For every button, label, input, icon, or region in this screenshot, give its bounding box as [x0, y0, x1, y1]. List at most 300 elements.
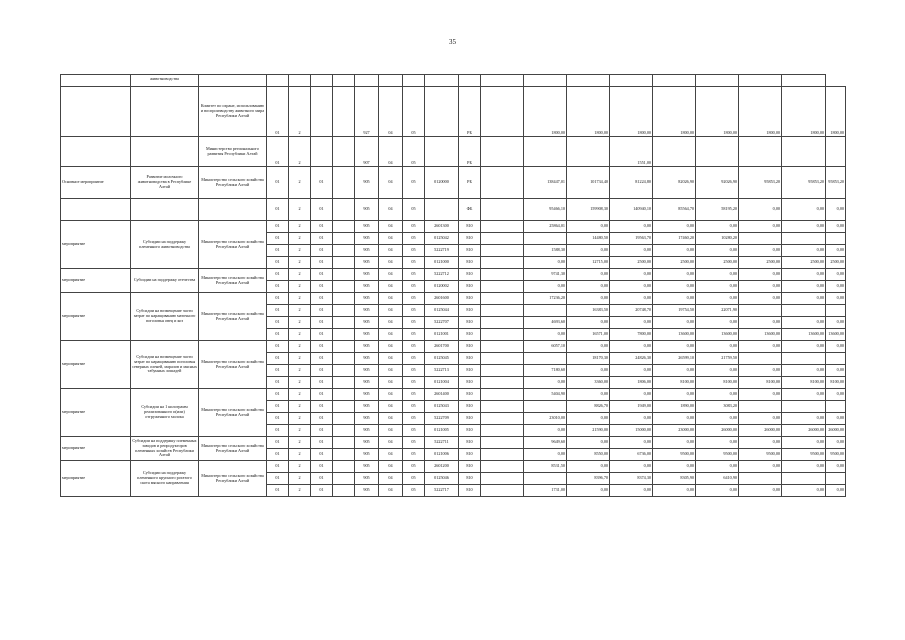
code-cell: 04	[379, 305, 403, 317]
code-cell: 905	[355, 257, 379, 269]
spacer-cell	[481, 199, 524, 221]
code-cell: 04	[379, 87, 403, 137]
code-cell: 05	[403, 257, 425, 269]
code-cell: 01	[311, 281, 333, 293]
code-cell: 05	[403, 473, 425, 485]
value-cell: 0,00	[782, 437, 826, 449]
code-cell: 2	[289, 167, 311, 199]
value-cell: 0,00	[524, 377, 567, 389]
code-cell	[333, 257, 355, 269]
code-cell: 2	[289, 221, 311, 233]
table-row	[61, 293, 846, 305]
code-cell: 0125043	[425, 401, 459, 413]
code-cell: 905	[355, 353, 379, 365]
code-cell: 905	[355, 281, 379, 293]
value-cell: 0,00	[696, 293, 739, 305]
code-cell: 810	[459, 437, 481, 449]
value-cell: 0,00	[826, 269, 846, 281]
table-row	[61, 461, 846, 473]
code-cell: 01	[311, 401, 333, 413]
value-cell	[524, 233, 567, 245]
blank-cell	[199, 75, 267, 87]
code-cell: 810	[459, 257, 481, 269]
value-cell: 15000,00	[610, 425, 653, 437]
value-cell: 101734,40	[567, 167, 610, 199]
value-cell: 92026,90	[696, 167, 739, 199]
spacer-cell	[481, 401, 524, 413]
code-cell: 05	[403, 365, 425, 377]
measure-name-cell: Субсидии на поддержку племенного животноводства	[131, 221, 199, 269]
row-type-cell: мероприятие	[61, 221, 131, 269]
code-cell: 905	[355, 293, 379, 305]
executor-cell: Министерство сельского хозяйства Республики Алтай	[199, 221, 267, 269]
value-cell: 0,00	[567, 269, 610, 281]
value-cell	[739, 473, 782, 485]
value-cell: 0,00	[739, 317, 782, 329]
code-cell: 01	[311, 317, 333, 329]
code-cell: 01	[267, 389, 289, 401]
spacer-cell	[481, 353, 524, 365]
value-cell: 7800,00	[610, 329, 653, 341]
code-cell	[333, 245, 355, 257]
code-cell: 04	[379, 425, 403, 437]
code-cell: 810	[459, 305, 481, 317]
code-cell	[333, 389, 355, 401]
value-cell	[739, 305, 782, 317]
code-cell: 04	[379, 199, 403, 221]
value-cell: 0,00	[610, 365, 653, 377]
code-cell: 04	[379, 329, 403, 341]
row-type-cell: мероприятие	[61, 293, 131, 341]
code-cell: 05	[403, 329, 425, 341]
value-cell	[826, 473, 846, 485]
cut-text: животноводства	[150, 76, 179, 82]
code-cell: 05	[403, 305, 425, 317]
code-cell: 04	[379, 389, 403, 401]
spacer-cell	[481, 233, 524, 245]
code-cell: 905	[355, 473, 379, 485]
code-cell: 905	[355, 221, 379, 233]
value-cell: 16571,00	[567, 329, 610, 341]
value-cell	[524, 353, 567, 365]
executor-cell: Министерство сельского хозяйства Республики Алтай	[199, 437, 267, 461]
code-cell: 905	[355, 449, 379, 461]
code-cell	[333, 425, 355, 437]
value-cell: 13600,00	[653, 329, 696, 341]
value-cell: 17460,20	[653, 233, 696, 245]
code-cell: 0125044	[425, 305, 459, 317]
value-cell: 0,00	[826, 245, 846, 257]
value-cell: 0,00	[739, 293, 782, 305]
code-cell: 05	[403, 437, 425, 449]
value-cell: 8100,00	[826, 377, 846, 389]
code-cell: 2	[289, 365, 311, 377]
spacer-cell	[481, 137, 524, 167]
code-cell: 810	[459, 461, 481, 473]
code-cell: 04	[379, 449, 403, 461]
blank-cell	[524, 75, 567, 87]
code-cell: 5222717	[425, 485, 459, 497]
table-row	[61, 341, 846, 353]
code-cell: 810	[459, 377, 481, 389]
value-cell: 0,00	[782, 281, 826, 293]
value-cell: 0,00	[610, 389, 653, 401]
value-cell: 0,00	[826, 221, 846, 233]
value-cell: 0,00	[826, 365, 846, 377]
value-cell: 0,00	[653, 365, 696, 377]
code-cell: 01	[311, 389, 333, 401]
value-cell: 14480,50	[567, 233, 610, 245]
code-cell: 01	[267, 269, 289, 281]
value-cell: 0,00	[782, 389, 826, 401]
value-cell: 0,00	[610, 221, 653, 233]
value-cell: 0,00	[826, 485, 846, 497]
value-cell: 0,00	[826, 413, 846, 425]
measure-name-cell: Субсидии на поддержку племенных заводов и репродукторов племенных хозяйств Республики Алтай	[131, 437, 199, 461]
code-cell	[333, 293, 355, 305]
code-cell: 810	[459, 341, 481, 353]
value-cell: 2500,00	[826, 257, 846, 269]
value-cell: 0,00	[653, 389, 696, 401]
code-cell: РБ	[459, 137, 481, 167]
code-cell: 2	[289, 305, 311, 317]
code-cell: 04	[379, 137, 403, 167]
code-cell: 05	[403, 353, 425, 365]
measure-name-cell: Субсидии на возмещение части затрат по наращиванию поголовья северных оленей, маралов и мясных табунных лошадей	[131, 341, 199, 389]
page-number: 35	[449, 38, 456, 46]
value-cell: 0,00	[610, 317, 653, 329]
blank-cell	[459, 75, 481, 87]
value-cell: 0,00	[653, 293, 696, 305]
value-cell: 2500,00	[696, 257, 739, 269]
blank-cell	[61, 87, 131, 137]
value-cell: 26000,00	[739, 425, 782, 437]
code-cell	[333, 485, 355, 497]
measure-name-cell: Субсидии на 1 килограмм реализованного и(или) отгруженного молока	[131, 389, 199, 437]
code-cell: 01	[267, 221, 289, 233]
value-cell: 0,00	[782, 485, 826, 497]
code-cell: 01	[311, 167, 333, 199]
code-cell	[425, 137, 459, 167]
value-cell: 0,00	[782, 221, 826, 233]
blank-cell	[653, 75, 696, 87]
spacer-cell	[481, 461, 524, 473]
code-cell: 0121004	[425, 377, 459, 389]
code-cell	[333, 437, 355, 449]
value-cell: 0,00	[524, 329, 567, 341]
value-cell: 26000,00	[782, 425, 826, 437]
code-cell: 907	[355, 137, 379, 167]
code-cell: РБ	[459, 167, 481, 199]
code-cell: 04	[379, 257, 403, 269]
code-cell: 04	[379, 317, 403, 329]
code-cell: 905	[355, 329, 379, 341]
value-cell: 0,00	[696, 365, 739, 377]
code-cell: 905	[355, 269, 379, 281]
spacer-cell	[481, 221, 524, 233]
value-cell: 9741,30	[524, 269, 567, 281]
value-cell: 8826,70	[567, 401, 610, 413]
code-cell: 905	[355, 377, 379, 389]
value-cell: 0,00	[739, 341, 782, 353]
code-cell: 04	[379, 293, 403, 305]
value-cell: 6736,00	[610, 449, 653, 461]
code-cell: 01	[311, 449, 333, 461]
code-cell: 05	[403, 245, 425, 257]
code-cell: 810	[459, 317, 481, 329]
code-cell: 01	[267, 329, 289, 341]
code-cell: 905	[355, 305, 379, 317]
value-cell: 0,00	[653, 281, 696, 293]
code-cell: 905	[355, 425, 379, 437]
value-cell: 1800,00	[524, 87, 567, 137]
spacer-cell	[481, 341, 524, 353]
value-cell: 58195,20	[696, 199, 739, 221]
code-cell: 810	[459, 233, 481, 245]
code-cell: 05	[403, 281, 425, 293]
code-cell	[333, 377, 355, 389]
value-cell: 19754,50	[653, 305, 696, 317]
blank-cell	[289, 75, 311, 87]
spacer-cell	[481, 365, 524, 377]
code-cell: 810	[459, 413, 481, 425]
code-cell: 0121001	[425, 329, 459, 341]
code-cell	[333, 221, 355, 233]
code-cell: 2	[289, 233, 311, 245]
value-cell: 0,00	[653, 437, 696, 449]
value-cell: 8100,00	[696, 377, 739, 389]
code-cell	[333, 341, 355, 353]
code-cell: 810	[459, 353, 481, 365]
code-cell: 5222712	[425, 269, 459, 281]
code-cell	[311, 87, 333, 137]
value-cell: 0,00	[696, 413, 739, 425]
value-cell: 0,00	[610, 245, 653, 257]
code-cell: 04	[379, 365, 403, 377]
value-cell	[696, 137, 739, 167]
blank-cell	[199, 199, 267, 221]
code-cell	[333, 353, 355, 365]
code-cell: 05	[403, 269, 425, 281]
code-cell: 2	[289, 413, 311, 425]
code-cell: 05	[403, 389, 425, 401]
code-cell: 2	[289, 473, 311, 485]
spacer-cell	[481, 437, 524, 449]
value-cell: 0,00	[739, 221, 782, 233]
budget-table	[60, 74, 846, 497]
code-cell: 01	[267, 281, 289, 293]
value-cell: 0,00	[826, 281, 846, 293]
value-cell: 0,00	[610, 485, 653, 497]
code-cell: 01	[311, 305, 333, 317]
value-cell: 0,00	[826, 461, 846, 473]
value-cell	[739, 401, 782, 413]
value-cell: 9500,00	[782, 449, 826, 461]
code-cell: 2601300	[425, 221, 459, 233]
measure-name-cell: Субсидии на возмещение части затрат по наращиванию маточного поголовья овец и коз	[131, 293, 199, 341]
value-cell: 0,00	[610, 281, 653, 293]
value-cell: 0,00	[567, 485, 610, 497]
code-cell: 01	[311, 269, 333, 281]
value-cell: 0,00	[826, 199, 846, 221]
value-cell: 10280,20	[696, 233, 739, 245]
blank-cell	[567, 75, 610, 87]
code-cell: 01	[267, 317, 289, 329]
table-row	[61, 221, 846, 233]
code-cell: 01	[267, 87, 289, 137]
value-cell: 6057,10	[524, 341, 567, 353]
value-cell: 0,00	[826, 293, 846, 305]
value-cell: 13600,00	[696, 329, 739, 341]
value-cell: 26000,00	[826, 425, 846, 437]
value-cell	[524, 473, 567, 485]
value-cell: 21759,50	[696, 353, 739, 365]
value-cell	[782, 305, 826, 317]
spacer-cell	[481, 389, 524, 401]
code-cell	[333, 365, 355, 377]
blank-cell	[610, 75, 653, 87]
spacer-cell	[481, 293, 524, 305]
code-cell: 2	[289, 437, 311, 449]
code-cell: 5222707	[425, 317, 459, 329]
value-cell: 9649,60	[524, 437, 567, 449]
spacer-cell	[481, 485, 524, 497]
code-cell: 810	[459, 365, 481, 377]
spacer-cell	[481, 317, 524, 329]
value-cell: 0,00	[782, 365, 826, 377]
value-cell: 6410,90	[696, 473, 739, 485]
value-cell: 0,00	[653, 269, 696, 281]
code-cell	[425, 87, 459, 137]
value-cell: 0,00	[653, 317, 696, 329]
value-cell: 8396,70	[567, 473, 610, 485]
value-cell: 0,00	[696, 485, 739, 497]
value-cell: 0,00	[739, 245, 782, 257]
code-cell: 810	[459, 389, 481, 401]
code-cell: 810	[459, 221, 481, 233]
spacer-cell	[481, 269, 524, 281]
blank-cell	[355, 75, 379, 87]
value-cell: 82026,90	[653, 167, 696, 199]
code-cell: 0121000	[425, 257, 459, 269]
code-cell: 01	[267, 341, 289, 353]
value-cell: 0,00	[524, 425, 567, 437]
value-cell: 0,00	[567, 293, 610, 305]
code-cell	[333, 167, 355, 199]
value-cell: 26599,10	[653, 353, 696, 365]
value-cell: 1800,00	[826, 87, 846, 137]
blank-cell	[61, 75, 131, 87]
value-cell	[782, 353, 826, 365]
value-cell	[739, 353, 782, 365]
value-cell: 1800,00	[782, 87, 826, 137]
executor-cell: Министерство сельского хозяйства Республики Алтай	[199, 341, 267, 389]
blank-cell	[131, 87, 199, 137]
code-cell: 01	[267, 425, 289, 437]
value-cell: 0,00	[567, 221, 610, 233]
code-cell: 905	[355, 233, 379, 245]
value-cell: 1806,00	[610, 377, 653, 389]
value-cell: 0,00	[567, 281, 610, 293]
code-cell: 810	[459, 269, 481, 281]
code-cell: 01	[267, 199, 289, 221]
executor-cell: Министерство регионального развития Республики Алтай	[199, 137, 267, 167]
value-cell: 0,00	[782, 461, 826, 473]
code-cell	[333, 305, 355, 317]
code-cell: 810	[459, 485, 481, 497]
value-cell	[782, 233, 826, 245]
code-cell: 2	[289, 281, 311, 293]
code-cell: 0125046	[425, 473, 459, 485]
code-cell	[425, 199, 459, 221]
code-cell	[333, 317, 355, 329]
code-cell: 905	[355, 485, 379, 497]
value-cell: 9500,00	[653, 449, 696, 461]
executor-cell: Министерство сельского хозяйства Республики Алтай	[199, 461, 267, 497]
code-cell: 01	[267, 233, 289, 245]
code-cell: 810	[459, 449, 481, 461]
table-row	[61, 389, 846, 401]
value-cell: 0,00	[610, 293, 653, 305]
blank-cell	[267, 75, 289, 87]
value-cell: 2500,00	[610, 257, 653, 269]
code-cell	[333, 137, 355, 167]
value-cell: 0,00	[567, 317, 610, 329]
value-cell: 12715,00	[567, 257, 610, 269]
value-cell: 0,00	[567, 437, 610, 449]
code-cell: 927	[355, 87, 379, 137]
table-row	[61, 437, 846, 449]
code-cell: 905	[355, 317, 379, 329]
code-cell	[333, 329, 355, 341]
value-cell: 0,00	[696, 245, 739, 257]
blank-cell	[425, 75, 459, 87]
code-cell: 01	[267, 137, 289, 167]
code-cell: 04	[379, 269, 403, 281]
code-cell: 01	[267, 437, 289, 449]
value-cell: 0,00	[653, 485, 696, 497]
code-cell: 01	[311, 413, 333, 425]
blank-cell	[782, 75, 826, 87]
code-cell: 05	[403, 401, 425, 413]
value-cell: 95853,20	[782, 167, 826, 199]
spacer-cell	[481, 449, 524, 461]
code-cell: 810	[459, 401, 481, 413]
code-cell: 05	[403, 425, 425, 437]
cut-text-cell	[131, 75, 199, 87]
code-cell: 810	[459, 473, 481, 485]
code-cell: 05	[403, 87, 425, 137]
row-type-cell: мероприятие	[61, 461, 131, 497]
code-cell	[333, 199, 355, 221]
code-cell: 2	[289, 245, 311, 257]
value-cell	[524, 137, 567, 167]
value-cell: 0,00	[826, 341, 846, 353]
value-cell: 0,00	[610, 437, 653, 449]
value-cell: 140940,10	[610, 199, 653, 221]
blank-cell	[61, 199, 131, 221]
value-cell: 0,00	[782, 245, 826, 257]
executor-cell: Министерство сельского хозяйства Республики Алтай	[199, 293, 267, 341]
code-cell: 04	[379, 437, 403, 449]
value-cell	[826, 305, 846, 317]
code-cell: 2601600	[425, 293, 459, 305]
value-cell: 0,00	[610, 341, 653, 353]
value-cell: 0,00	[653, 245, 696, 257]
code-cell: 0120000	[425, 167, 459, 199]
code-cell: 810	[459, 425, 481, 437]
value-cell: 0,00	[567, 245, 610, 257]
